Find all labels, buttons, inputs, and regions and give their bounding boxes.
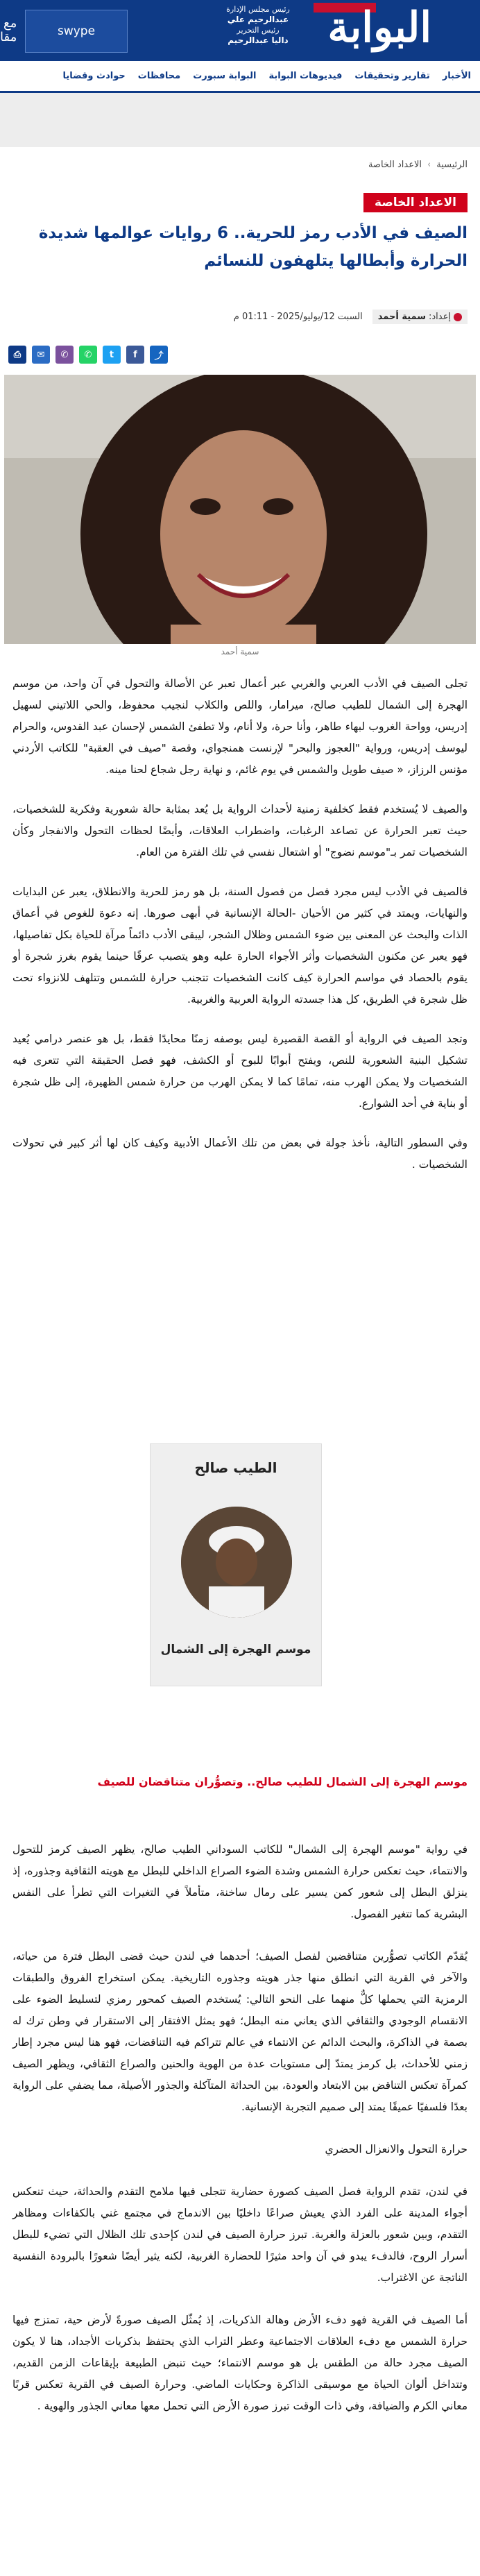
article-paragraph: فالصيف في الأدب ليس مجرد فصل من فصول السنة، بل هو رمز للحرية والانطلاق، يعبر عن البدايات والنهايات، ويمتد في كثير من الأحيان -الحالة الإنسانية في أبهى صورها. إنه دعوة للغوص في أعماق الذات والبحث عن المعنى بين ضوء الشمس وظلال الشجر، ليبقى الأدب دائماً مرآة للحياة بكل تفاصيلها، فهو يعبر عن مكنون الشخصيات وأثر الأجواء الحارة عليه وهو يتصبب عرقًا حينما يقوم بغرز شجرة أو يقوم بالحصاد في مواسم الحرارة كيف كانت الشخصيات تتجنب حرارة للشمس وتتلهف للانزواء تحت ظل شجرة في الطريق، كل هذا جسدته الرواية العربية والغربية. (12, 886, 468, 1006)
author-link[interactable]: سمية أحمد (377, 312, 427, 322)
article-paragraph: في لندن، تقدم الرواية فصل الصيف كصورة حضارية تتجلى فيها ملامح التقدم والحداثة، حيث تنعكس أجواء المدينة على الفرد الذي يعيش صراعًا داخليًا بين الاندماج في مجتمع غني بالكفاءات ومظاهر التقدم، وبين شعور بالعزلة والغربة. تبرز حرارة الصيف في لندن كإحدى تلك الظلال التي تضيء للبطل أسرار الروح، فالدفء يبدو في آن واحد مثيرًا للحضارة الغربية، لكنه يثير أيضًا شعورًا بالبرودة النفسية الناتجة عن الاغتراب. (12, 2185, 468, 2284)
site-header (0, 0, 480, 61)
article-paragraph: يُقدّم الكاتب تصوُّرين متناقضين لفصل الصيف؛ أحدهما في لندن حيث قضى البطل فترة من حياته، والآخر في القرية التي انطلق منها جذر هويته وجذوره التاريخية. يمكن استخراج الفروق والطبقات الرمزية التي يحملها كلٌّ منهما على النحو التالي: يُستخدم الصيف كمحور رمزي لتسليط الضوء على الانقسام الوجودي والثقافي الذي يعاني منه البطل؛ فهو يمثل الافتقار إلى الاستقرار في وطن ترك له بصمة في الذاكرة، والبحث الدائم عن الانتماء في عالم تتراكم فيه التناقضات، فهو هنا ليس مجرد إطار زمني للأحداث، بل كرمز يمتدّ إلى مستويات عدة من الهوية والحنين والصراع الثقافي، ويظهر الصيف كمرآة تعكس التناقض بين الابتعاد والعودة، بين الحداثة المتآكلة والجذور الأصيلة، مما يضفي على الرواية بعدًا فلسفيًا عميقًا يمتد إلى صميم التجربة الإنسانية. (12, 1950, 468, 2113)
book-cover-author: الطيب صالح (194, 1459, 277, 1476)
article-paragraph: وتجد الصيف في الرواية أو القصة القصيرة ليس بوصفه زمنًا محايدًا فقط، بل هو عنصر درامي يُعيد تشكيل البنية الشعورية للنص، ويفتح أبوابًا للبوح أو الكشف، فهو فصل الحقيقة التي تتعرى فيه الشخصيات ولا يمكن الهرب منه، تمامًا كما لا يمكن الهرب من حرارة شمس الظهيرة، إلى ظل شجرة أو بناية في أحد الشوارع. (12, 1033, 468, 1110)
article-title: الصيف في الأدب رمز للحرية.. 6 روايات عوالمها شديدة الحرارة وأبطالها يتلهفون للنسائم (38, 224, 468, 270)
author-photo-illustration (4, 375, 476, 644)
book-cover-portrait (181, 1507, 292, 1618)
photo-caption: سمية أحمد (221, 647, 259, 656)
book-cover-image (150, 1443, 322, 1686)
header-left-edge-text: مع مقا (0, 16, 17, 44)
nav-item-sport[interactable]: البوابة سبورت (193, 71, 257, 81)
ad-band (0, 93, 480, 147)
whatsapp-icon[interactable]: ✆ (79, 346, 97, 364)
breadcrumb-home[interactable]: الرئيسية (436, 160, 468, 170)
article-paragraph: وفي السطور التالية، نأخذ جولة في بعض من تلك الأعمال الأدبية وكيف كان لها أثر كبير في تحولات الشخصيات . (12, 1137, 468, 1171)
article-inline-heading: حرارة التحول والانعزال الحضري (325, 2143, 468, 2155)
article-paragraph: أما الصيف في القرية فهو دفء الأرض وهالة الذكريات، إذ يُمثّل الصيف صورةً لأرض حية، تمتزج فيها حرارة الشمس مع دفء العلاقات الاجتماعية وعطر التراب الذي يحتفظ بذكريات الأجداد، هنا لا يكون الصيف مجرد حالة من الطقس بل هو موسم الانتماء؛ حيث تنبض الطبيعة بإيقاعات الزمن القديم، وتتداخل ألوان الحياة مع موسيقى الذاكرة وحكايات الماضي. وحرارة الصيف في القرية تعكس قربًا معاني الكرم والضيافة، وفي ذات الوقت تبرز صورة الأرض التي تحمل معها معاني الجذور والهوية . (12, 2314, 468, 2412)
masthead-name2: داليا عبدالرحيم (228, 35, 289, 45)
section-badge[interactable]: الاعداد الخاصة (363, 193, 468, 212)
author-photo (4, 375, 476, 644)
author-byline (372, 310, 468, 324)
article-paragraph: والصيف لا يُستخدم فقط كخلفية زمنية لأحداث الرواية بل يُعد بمثابة حالة شعورية وفكرية للشخصيات، حيث تعبر الحرارة عن تصاعد الرغبات، واضطراب العلاقات، وأيضًا لحظات التحول والانفجار وكأن الشخصيات تمر بـ"موسم نضوج" أو اشتعال نفسي في تلك الفترة من العام. (12, 803, 468, 858)
print-icon[interactable]: ⎙ (8, 346, 26, 364)
breadcrumb-separator: › (427, 160, 431, 170)
masthead-name1: عبدالرحيم علي (227, 15, 289, 24)
masthead (206, 4, 310, 46)
book-cover-title: موسم الهجرة إلى الشمال (160, 1643, 311, 1656)
nav-item-videos[interactable]: فيديوهات البوابة (268, 71, 343, 81)
facebook-icon[interactable]: f (126, 346, 144, 364)
nav-item-news[interactable]: الأخبار (442, 71, 471, 81)
nav-item-reports[interactable]: تقارير وتحقيقات (354, 71, 430, 81)
nav-item-governorates[interactable]: محافظات (137, 71, 181, 81)
article-paragraph: تجلى الصيف في الأدب العربي والغربي عبر أعمال تعبر عن الأصالة والتحول في آن واحد، من موسم الهجرة إلى الشمال للطيب صالح، ميرامار، واللص والكلاب لنجيب محفوظ، والحي اللاتيني لسهيل إدريس، وواحة الغروب لبهاء طاهر، وأنا حرة، ولا أنام، ولا تطفئ الشمس لإحسان عبد القدوس، والحرام ليوسف إدريس، ورواية "العجوز والبحر" لإرنست همنجواي، وقصة "صيف في العقبة" للكاتب الأردني مؤنس الرزاز، « صيف طويل والشمس في يوم غائم، و نهاية رجل شجاع لحنا مينه. (12, 677, 468, 776)
article-body-continued (12, 1839, 468, 2438)
twitter-icon[interactable]: t (103, 346, 121, 364)
article-paragraph: في رواية "موسم الهجرة إلى الشمال" للكاتب السوداني الطيب صالح، يظهر الصيف كرمز للتحول والانتماء، حيث تعكس حرارة الشمس وشدة الضوء الصراع الداخلي للبطل مع هويته الثقافية وجذوره، إذ ينزلق البطل إلى شعور كمن يسير على رمال ساخنة، متأملاً في التغيرات التي تطرأ على النفس البشرية كما تتغير الفصول. (12, 1843, 468, 1920)
book-cover-portrait-drawing (181, 1507, 292, 1618)
breadcrumb-section[interactable]: الاعداد الخاصة (368, 160, 422, 170)
author-icon (454, 313, 462, 321)
share-bar (8, 346, 168, 364)
publish-date: السبت 12/يوليو/2025 - 01:11 م (233, 312, 363, 322)
header-ad-banner[interactable]: swype (25, 10, 128, 53)
site-logo[interactable]: البوابة (327, 3, 431, 52)
share-icon[interactable]: ⤴ (150, 346, 168, 364)
breadcrumb (0, 147, 480, 170)
nav-item-accidents[interactable]: حوادث وقضايا (62, 71, 126, 81)
author-label: إعداد: (429, 312, 451, 322)
viber-icon[interactable]: ✆ (55, 346, 74, 364)
main-nav (0, 61, 480, 93)
masthead-line2: رئيس التحرير (237, 26, 280, 35)
email-icon[interactable]: ✉ (32, 346, 50, 364)
masthead-line1: رئيس مجلس الإدارة (226, 5, 290, 14)
article-subheading: موسم الهجرة إلى الشمال للطيب صالح.. وتصوُّران متناقضان للصيف (97, 1775, 468, 1788)
article-meta (12, 310, 468, 324)
article-body (12, 673, 468, 1194)
